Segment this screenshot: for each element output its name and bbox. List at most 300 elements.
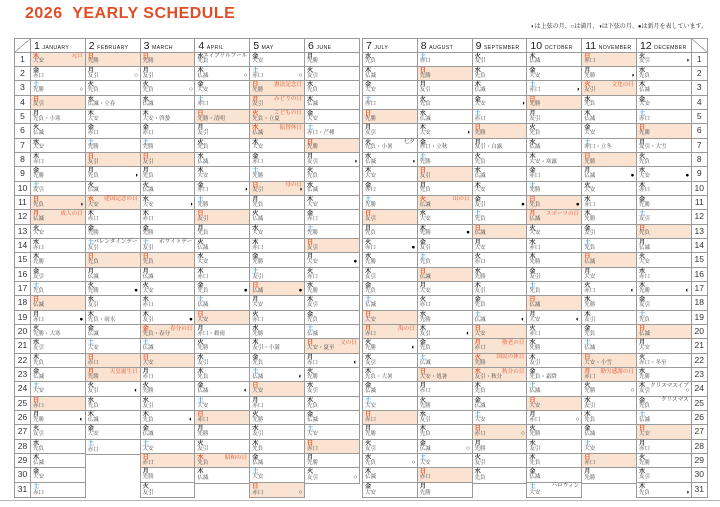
corner-diagonal-cell [692, 39, 707, 53]
moon-phase-icon: ○ [134, 71, 139, 79]
weekday-label: 水 [142, 195, 149, 203]
day-cell [473, 339, 527, 353]
rokuyo-label: 大安 [142, 445, 154, 452]
day-cell [250, 325, 304, 339]
rokuyo-label: 大安 [33, 58, 45, 65]
weekday-label: 水 [584, 296, 591, 304]
day-cell [305, 96, 359, 110]
day-cell [582, 339, 636, 353]
rokuyo-label: 友引 [87, 72, 99, 79]
day-cell [86, 81, 140, 95]
rokuyo-label: 先勝 [197, 201, 209, 208]
rokuyo-label: 先負 [419, 187, 431, 194]
rokuyo-label: 先負 [419, 431, 431, 438]
day-cell [31, 182, 85, 196]
day-cell [473, 139, 527, 153]
day-cell [363, 425, 417, 439]
weekday-label: 月 [474, 138, 481, 146]
day-cell [418, 397, 472, 411]
day-cell [637, 296, 691, 310]
weekday-label: 土 [306, 325, 314, 333]
weekday-label: 日 [33, 195, 40, 203]
holiday-label: 振替休日 [279, 124, 302, 131]
day-number: 11 [692, 196, 707, 210]
rokuyo-label: 仏滅 [638, 87, 650, 94]
day-number: 4 [15, 96, 30, 110]
rokuyo-label: 先勝 [365, 431, 377, 438]
day-cell [473, 153, 527, 167]
weekday-label: 土 [252, 167, 259, 175]
rokuyo-label: 仏滅 [365, 158, 377, 165]
weekday-label: 木 [252, 339, 259, 347]
moon-phase-icon: ○ [520, 430, 525, 438]
rokuyo-label: 友引・大雪 [638, 144, 667, 151]
weekday-label: 木 [529, 353, 536, 361]
day-cell [31, 67, 85, 81]
day-cell [195, 153, 249, 167]
rokuyo-label: 大安 [252, 230, 264, 237]
month-number: 6 [307, 40, 314, 52]
rokuyo-label: 赤口 [252, 244, 264, 251]
rokuyo-label: 先勝 [252, 173, 264, 180]
weekday-label: 木 [87, 109, 94, 117]
moon-phase-icon: ● [411, 243, 416, 251]
rokuyo-label: 先勝 [419, 489, 431, 496]
day-cell [418, 153, 472, 167]
rokuyo-label: 友引 [584, 87, 596, 94]
rokuyo-label: 先負 [87, 87, 99, 94]
month-column-december [636, 38, 692, 498]
day-number: 14 [15, 239, 30, 253]
rokuyo-label: 赤口 [584, 373, 596, 380]
day-cell [637, 397, 691, 411]
weekday-label: 木 [638, 81, 646, 89]
rokuyo-label: 仏滅 [252, 216, 264, 223]
weekday-label: 金 [33, 66, 40, 74]
weekday-label: 木 [197, 468, 204, 476]
day-cell [582, 81, 636, 95]
moon-phase-icon: ◑ [685, 488, 690, 496]
rokuyo-label: 大安 [365, 489, 377, 496]
rokuyo-label: 先負 [474, 388, 486, 395]
weekday-label: 木 [474, 282, 481, 289]
day-cell [363, 382, 417, 396]
weekday-label: 日 [419, 267, 426, 275]
rokuyo-label: 先負・小暑 [365, 144, 393, 151]
rokuyo-label: 先負・春分 [142, 330, 171, 337]
rokuyo-label: 赤口 [365, 101, 377, 108]
day-cell [305, 397, 359, 411]
day-cell [418, 53, 472, 67]
rokuyo-label: 先負 [474, 302, 486, 309]
weekday-label: 火 [142, 181, 149, 189]
weekday-label: 金 [365, 382, 372, 390]
rokuyo-label: 友引 [252, 431, 264, 438]
rokuyo-label: 先負 [142, 259, 154, 266]
day-cell [363, 339, 417, 353]
month-column-may [249, 38, 305, 498]
day-cell [418, 296, 472, 310]
day-cell [582, 67, 636, 81]
weekday-label: 土 [584, 339, 591, 347]
rokuyo-label: 大安 [306, 201, 318, 208]
day-cell [250, 311, 304, 325]
day-cell [86, 440, 140, 454]
weekday-label: 水 [584, 95, 591, 103]
weekday-label: 日 [474, 124, 481, 132]
day-cell [473, 124, 527, 138]
calendar-right-page [362, 38, 708, 498]
rokuyo-label: 仏滅 [306, 187, 318, 194]
rokuyo-label: 大安 [474, 416, 486, 423]
rokuyo-label: 友引 [529, 445, 541, 452]
rokuyo-label: 友引・秋分 [474, 373, 503, 380]
day-cell [527, 354, 581, 368]
weekday-label: 水 [252, 325, 259, 333]
moon-phase-icon: ◑ [243, 186, 248, 194]
weekday-label: 金 [474, 296, 481, 304]
weekday-label: 月 [638, 238, 646, 246]
weekday-label: 金 [365, 482, 372, 490]
rokuyo-label: 友引 [419, 87, 431, 94]
weekday-label: 水 [33, 439, 40, 447]
weekday-label: 火 [474, 253, 481, 261]
day-cell [363, 296, 417, 310]
day-number: 30 [692, 468, 707, 482]
weekday-label: 木 [252, 238, 259, 246]
day-cell [250, 411, 304, 425]
day-cell [86, 196, 140, 210]
rokuyo-label: 先勝 [252, 87, 264, 94]
weekday-label: 日 [306, 339, 314, 347]
month-number: 11 [585, 40, 597, 52]
day-cell [250, 483, 304, 497]
weekday-label: 金 [584, 325, 591, 333]
day-cell [527, 196, 581, 210]
day-cell [637, 282, 691, 296]
weekday-label: 日 [306, 439, 314, 447]
day-number: 8 [15, 153, 30, 167]
day-cell [473, 182, 527, 196]
day-cell [637, 182, 691, 196]
rokuyo-label: 先負 [252, 445, 264, 452]
weekday-label: 土 [419, 353, 426, 361]
day-number: 12 [15, 210, 30, 224]
weekday-label: 水 [419, 210, 426, 218]
month-name: FEBRUARY [97, 45, 129, 51]
weekday-label: 月 [142, 167, 149, 175]
rokuyo-label: 先負 [529, 201, 541, 208]
day-cell [305, 124, 359, 138]
rokuyo-label: 大安 [584, 130, 596, 137]
rokuyo-label: 大安・夏至 [306, 345, 335, 352]
day-number: 29 [692, 454, 707, 468]
day-cell [363, 167, 417, 181]
moon-phase-icon: ● [298, 286, 303, 294]
day-cell [86, 210, 140, 224]
day-number: 1 [692, 53, 707, 67]
day-cell [86, 425, 140, 439]
day-cell [141, 124, 195, 138]
day-cell [582, 167, 636, 181]
rokuyo-label: 友引 [142, 402, 154, 409]
weekday-label: 土 [87, 339, 94, 347]
day-cell [473, 325, 527, 339]
day-cell [305, 311, 359, 325]
rokuyo-label: 先勝 [252, 416, 264, 423]
rokuyo-label: 友引 [33, 345, 45, 352]
weekday-label: 土 [474, 411, 481, 419]
weekday-label: 金 [197, 282, 204, 289]
rokuyo-label: 大安 [306, 431, 318, 438]
rokuyo-label: 先勝 [33, 173, 45, 180]
day-cell [363, 483, 417, 497]
day-cell [418, 339, 472, 353]
weekday-label: 土 [365, 195, 372, 203]
day-cell [418, 468, 472, 482]
day-cell [250, 454, 304, 468]
weekday-label: 木 [33, 454, 40, 462]
weekday-label: 金 [419, 238, 426, 246]
rokuyo-label: 大安・小雪 [584, 359, 612, 366]
weekday-label: 金 [142, 124, 149, 132]
day-cell [250, 268, 304, 282]
day-number: 3 [15, 81, 30, 95]
weekday-label: 土 [252, 66, 259, 74]
month-number: 5 [253, 40, 260, 52]
day-cell [637, 483, 691, 497]
day-cell [582, 139, 636, 153]
rokuyo-label: 先負 [529, 287, 541, 294]
rokuyo-label: 友引 [87, 244, 99, 251]
day-cell [637, 139, 691, 153]
weekday-label: 水 [474, 66, 481, 74]
rokuyo-label: 仏滅 [638, 416, 650, 423]
day-number: 23 [15, 368, 30, 382]
rokuyo-label: 友引 [474, 58, 486, 65]
rokuyo-label: 赤口 [529, 173, 541, 180]
day-cell [31, 239, 85, 253]
day-cell [141, 468, 195, 482]
weekday-label: 月 [584, 167, 591, 175]
rokuyo-label: 友引 [529, 273, 541, 280]
day-cell [305, 325, 359, 339]
weekday-label: 日 [529, 296, 536, 304]
day-cell [31, 139, 85, 153]
rokuyo-label: 友引 [638, 302, 650, 309]
day-cell [86, 268, 140, 282]
weekday-label: 土 [252, 368, 259, 376]
moon-phase-icon: ◐ [243, 387, 248, 395]
day-cell [305, 411, 359, 425]
moon-phase-icon: ◑ [188, 200, 193, 208]
day-cell [305, 210, 359, 224]
day-number: 1 [15, 53, 30, 67]
rokuyo-label: 仏滅 [252, 459, 264, 466]
day-cell [141, 239, 195, 253]
weekday-label: 水 [33, 238, 40, 246]
rokuyo-label: 先勝 [365, 115, 377, 122]
rokuyo-label: 赤口 [419, 474, 431, 481]
day-cell [195, 325, 249, 339]
day-cell [637, 153, 691, 167]
day-number: 14 [692, 239, 707, 253]
day-cell [363, 182, 417, 196]
day-number: 29 [15, 454, 30, 468]
day-cell [418, 268, 472, 282]
rokuyo-label: 先負 [365, 58, 377, 65]
day-cell [86, 253, 140, 267]
weekday-label: 金 [365, 181, 372, 189]
weekday-label: 水 [638, 66, 646, 74]
day-cell [418, 253, 472, 267]
rokuyo-label: 友引・小満 [252, 345, 280, 352]
month-column-february [85, 38, 141, 455]
weekday-label: 月 [87, 66, 94, 74]
weekday-label: 月 [529, 310, 536, 318]
weekday-label: 日 [584, 454, 591, 462]
weekday-label: 水 [365, 52, 372, 60]
rokuyo-label: 仏滅 [252, 373, 264, 380]
rokuyo-label: 先勝 [584, 216, 596, 223]
rokuyo-label: 友引 [584, 316, 596, 323]
moon-phase-icon: ◐ [466, 329, 471, 337]
rokuyo-label: 大安・寒露 [529, 158, 557, 165]
rokuyo-label: 赤口 [142, 459, 154, 466]
day-cell [527, 454, 581, 468]
rokuyo-label: 先勝・清明 [197, 115, 225, 122]
day-cell [305, 225, 359, 239]
weekday-label: 金 [142, 224, 149, 232]
rokuyo-label: 赤口 [638, 445, 650, 452]
day-cell [141, 483, 195, 497]
moon-phase-icon: ◐ [411, 344, 416, 352]
day-cell [141, 167, 195, 181]
day-number: 18 [692, 296, 707, 310]
rokuyo-label: 仏滅 [33, 130, 45, 137]
day-cell [418, 368, 472, 382]
weekday-label: 金 [306, 210, 314, 218]
day-cell [527, 81, 581, 95]
weekday-label: 水 [474, 167, 481, 175]
weekday-label: 水 [419, 109, 426, 117]
day-cell [31, 210, 85, 224]
day-cell [527, 110, 581, 124]
rokuyo-label: 大安 [142, 287, 154, 294]
day-cell [363, 225, 417, 239]
weekday-label: 土 [529, 482, 536, 490]
weekday-label: 土 [33, 382, 40, 390]
day-cell [527, 167, 581, 181]
day-cell [305, 67, 359, 81]
rokuyo-label: 先負・霜降 [529, 373, 557, 380]
day-cell [363, 325, 417, 339]
rokuyo-label: 友引 [142, 489, 154, 496]
holiday-label: 母の日 [285, 182, 302, 189]
weekday-label: 土 [419, 253, 426, 261]
weekday-label: 月 [419, 482, 426, 490]
rokuyo-label: 赤口 [33, 244, 45, 251]
day-cell [86, 110, 140, 124]
rokuyo-label: 仏滅 [529, 58, 541, 65]
month-number: 4 [198, 40, 205, 52]
day-cell [31, 110, 85, 124]
weekday-label: 土 [87, 439, 94, 447]
rokuyo-label: 赤口 [197, 187, 209, 194]
day-cell [582, 354, 636, 368]
weekday-label: 木 [142, 411, 149, 419]
rokuyo-label: 先負 [87, 402, 99, 409]
rokuyo-label: 赤口 [638, 273, 650, 280]
day-cell [31, 397, 85, 411]
weekday-label: 日 [142, 152, 149, 160]
rokuyo-label: 大安 [142, 359, 154, 366]
day-cell [250, 225, 304, 239]
rokuyo-label: 友引 [87, 388, 99, 395]
rokuyo-label: 大安 [252, 144, 264, 151]
day-cell [527, 468, 581, 482]
day-cell [86, 382, 140, 396]
weekday-label: 月 [252, 95, 259, 103]
weekday-label: 火 [197, 238, 204, 246]
day-cell [141, 440, 195, 454]
holiday-label: クリスマスイブ [650, 382, 689, 389]
day-cell [86, 311, 140, 325]
rokuyo-label: 友引 [638, 58, 650, 65]
day-cell [418, 196, 472, 210]
rokuyo-label: 先負 [419, 259, 431, 266]
day-cell [363, 96, 417, 110]
weekday-label: 水 [87, 95, 94, 103]
weekday-label: 月 [142, 468, 149, 476]
weekday-label: 火 [638, 52, 646, 60]
day-cell [527, 53, 581, 67]
weekday-label: 火 [584, 382, 591, 390]
rokuyo-label: 大安 [419, 130, 431, 137]
weekday-label: 日 [529, 396, 536, 404]
day-cell [637, 468, 691, 482]
weekday-label: 月 [419, 382, 426, 390]
weekday-label: 火 [252, 310, 259, 318]
rokuyo-label: 先負 [142, 173, 154, 180]
day-number: 19 [15, 311, 30, 325]
holiday-label: みどりの日 [274, 96, 302, 103]
day-number: 13 [15, 225, 30, 239]
day-cell [86, 296, 140, 310]
weekday-label: 水 [33, 339, 40, 347]
day-cell [141, 425, 195, 439]
day-cell [473, 454, 527, 468]
day-cell [31, 440, 85, 454]
rokuyo-label: 赤口 [197, 273, 209, 280]
rokuyo-label: 赤口 [365, 244, 377, 251]
rokuyo-label: 仏滅 [584, 345, 596, 352]
weekday-label: 火 [33, 425, 40, 433]
rokuyo-label: 先勝 [584, 475, 596, 482]
rokuyo-label: 仏滅 [142, 431, 154, 438]
day-cell [637, 96, 691, 110]
weekday-label: 月 [474, 339, 481, 347]
day-cell [473, 440, 527, 454]
month-column-november [581, 38, 637, 484]
day-cell [31, 296, 85, 310]
moon-phase-icon: ● [243, 286, 248, 294]
rokuyo-label: 赤口 [87, 130, 99, 137]
day-cell [250, 354, 304, 368]
day-cell [31, 468, 85, 482]
moon-phase-icon: ◑ [79, 200, 84, 208]
weekday-label: 日 [638, 425, 646, 433]
